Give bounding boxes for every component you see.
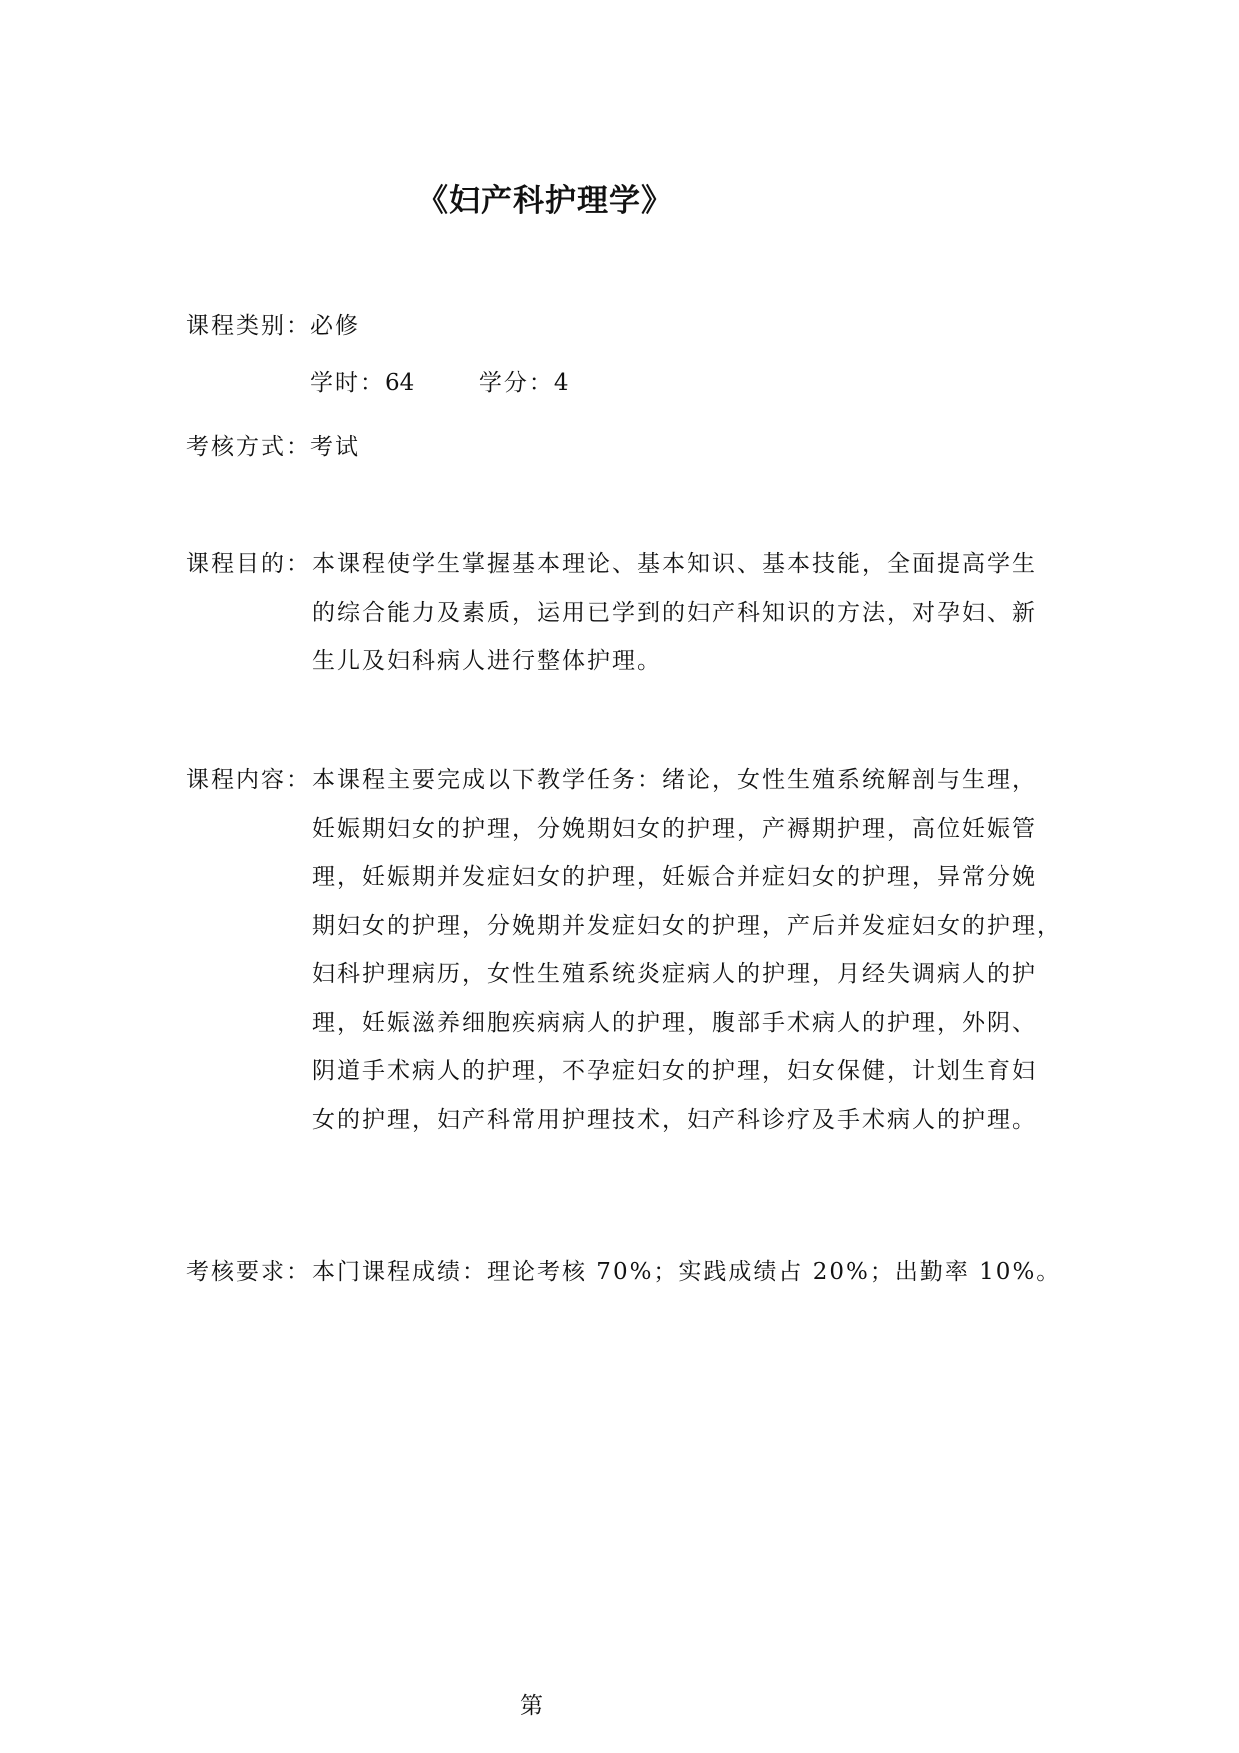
hours-credits-line	[310, 367, 571, 399]
content-line: 阴道手术病人的护理，不孕症妇女的护理，妇女保健，计划生育妇	[312, 1058, 1037, 1084]
credits-value: 4	[553, 370, 571, 396]
course-category-label: 课程类别：	[186, 313, 311, 339]
assessment-requirements-line	[186, 1256, 1061, 1288]
hours-value: 64	[385, 370, 415, 396]
content-line: 期妇女的护理，分娩期并发症妇女的护理，产后并发症妇女的护理，	[312, 912, 1062, 939]
content-line: 本课程主要完成以下教学任务：绪论，女性生殖系统解剖与生理，	[312, 767, 1037, 793]
objective-line: 本课程使学生掌握基本理论、基本知识、基本技能，全面提高学生	[312, 551, 1037, 577]
course-objective-text	[312, 540, 1052, 686]
assessment-requirements-label: 考核要求：	[186, 1259, 311, 1285]
hours-label: 学时：	[310, 370, 385, 396]
objective-line: 生儿及妇科病人进行整体护理。	[312, 648, 662, 674]
course-objective-label: 课程目的：	[186, 551, 311, 577]
objective-line: 的综合能力及素质，运用已学到的妇产科知识的方法，对孕妇、新	[312, 599, 1037, 626]
assessment-method-label: 考核方式：	[186, 434, 311, 460]
content-line: 妊娠期妇女的护理，分娩期妇女的护理，产褥期护理，高位妊娠管	[312, 815, 1037, 842]
content-line: 女的护理，妇产科常用护理技术，妇产科诊疗及手术病人的护理。	[312, 1106, 1037, 1133]
course-category-line	[186, 310, 360, 342]
page-footer: 第	[520, 1693, 543, 1719]
course-content-text	[312, 756, 1062, 1144]
course-title: 《妇产科护理学》	[417, 183, 673, 219]
content-line: 理，妊娠滋养细胞疾病病人的护理，腹部手术病人的护理，外阴、	[312, 1009, 1037, 1036]
assessment-method-value: 考试	[310, 434, 360, 460]
course-category-value: 必修	[310, 313, 360, 339]
assessment-method-line	[186, 431, 360, 463]
course-objective-section	[186, 540, 1066, 686]
course-content-label: 课程内容：	[186, 767, 311, 793]
content-line: 理，妊娠期并发症妇女的护理，妊娠合并症妇女的护理，异常分娩	[312, 864, 1037, 890]
course-content-section	[186, 756, 1066, 1144]
credits-label: 学分：	[478, 370, 554, 396]
content-line: 妇科护理病历，女性生殖系统炎症病人的护理，月经失调病人的护	[312, 961, 1037, 987]
assessment-requirements-value: 本门课程成绩：理论考核 70%；实践成绩占 20%；出勤率 10%。	[312, 1259, 1062, 1285]
